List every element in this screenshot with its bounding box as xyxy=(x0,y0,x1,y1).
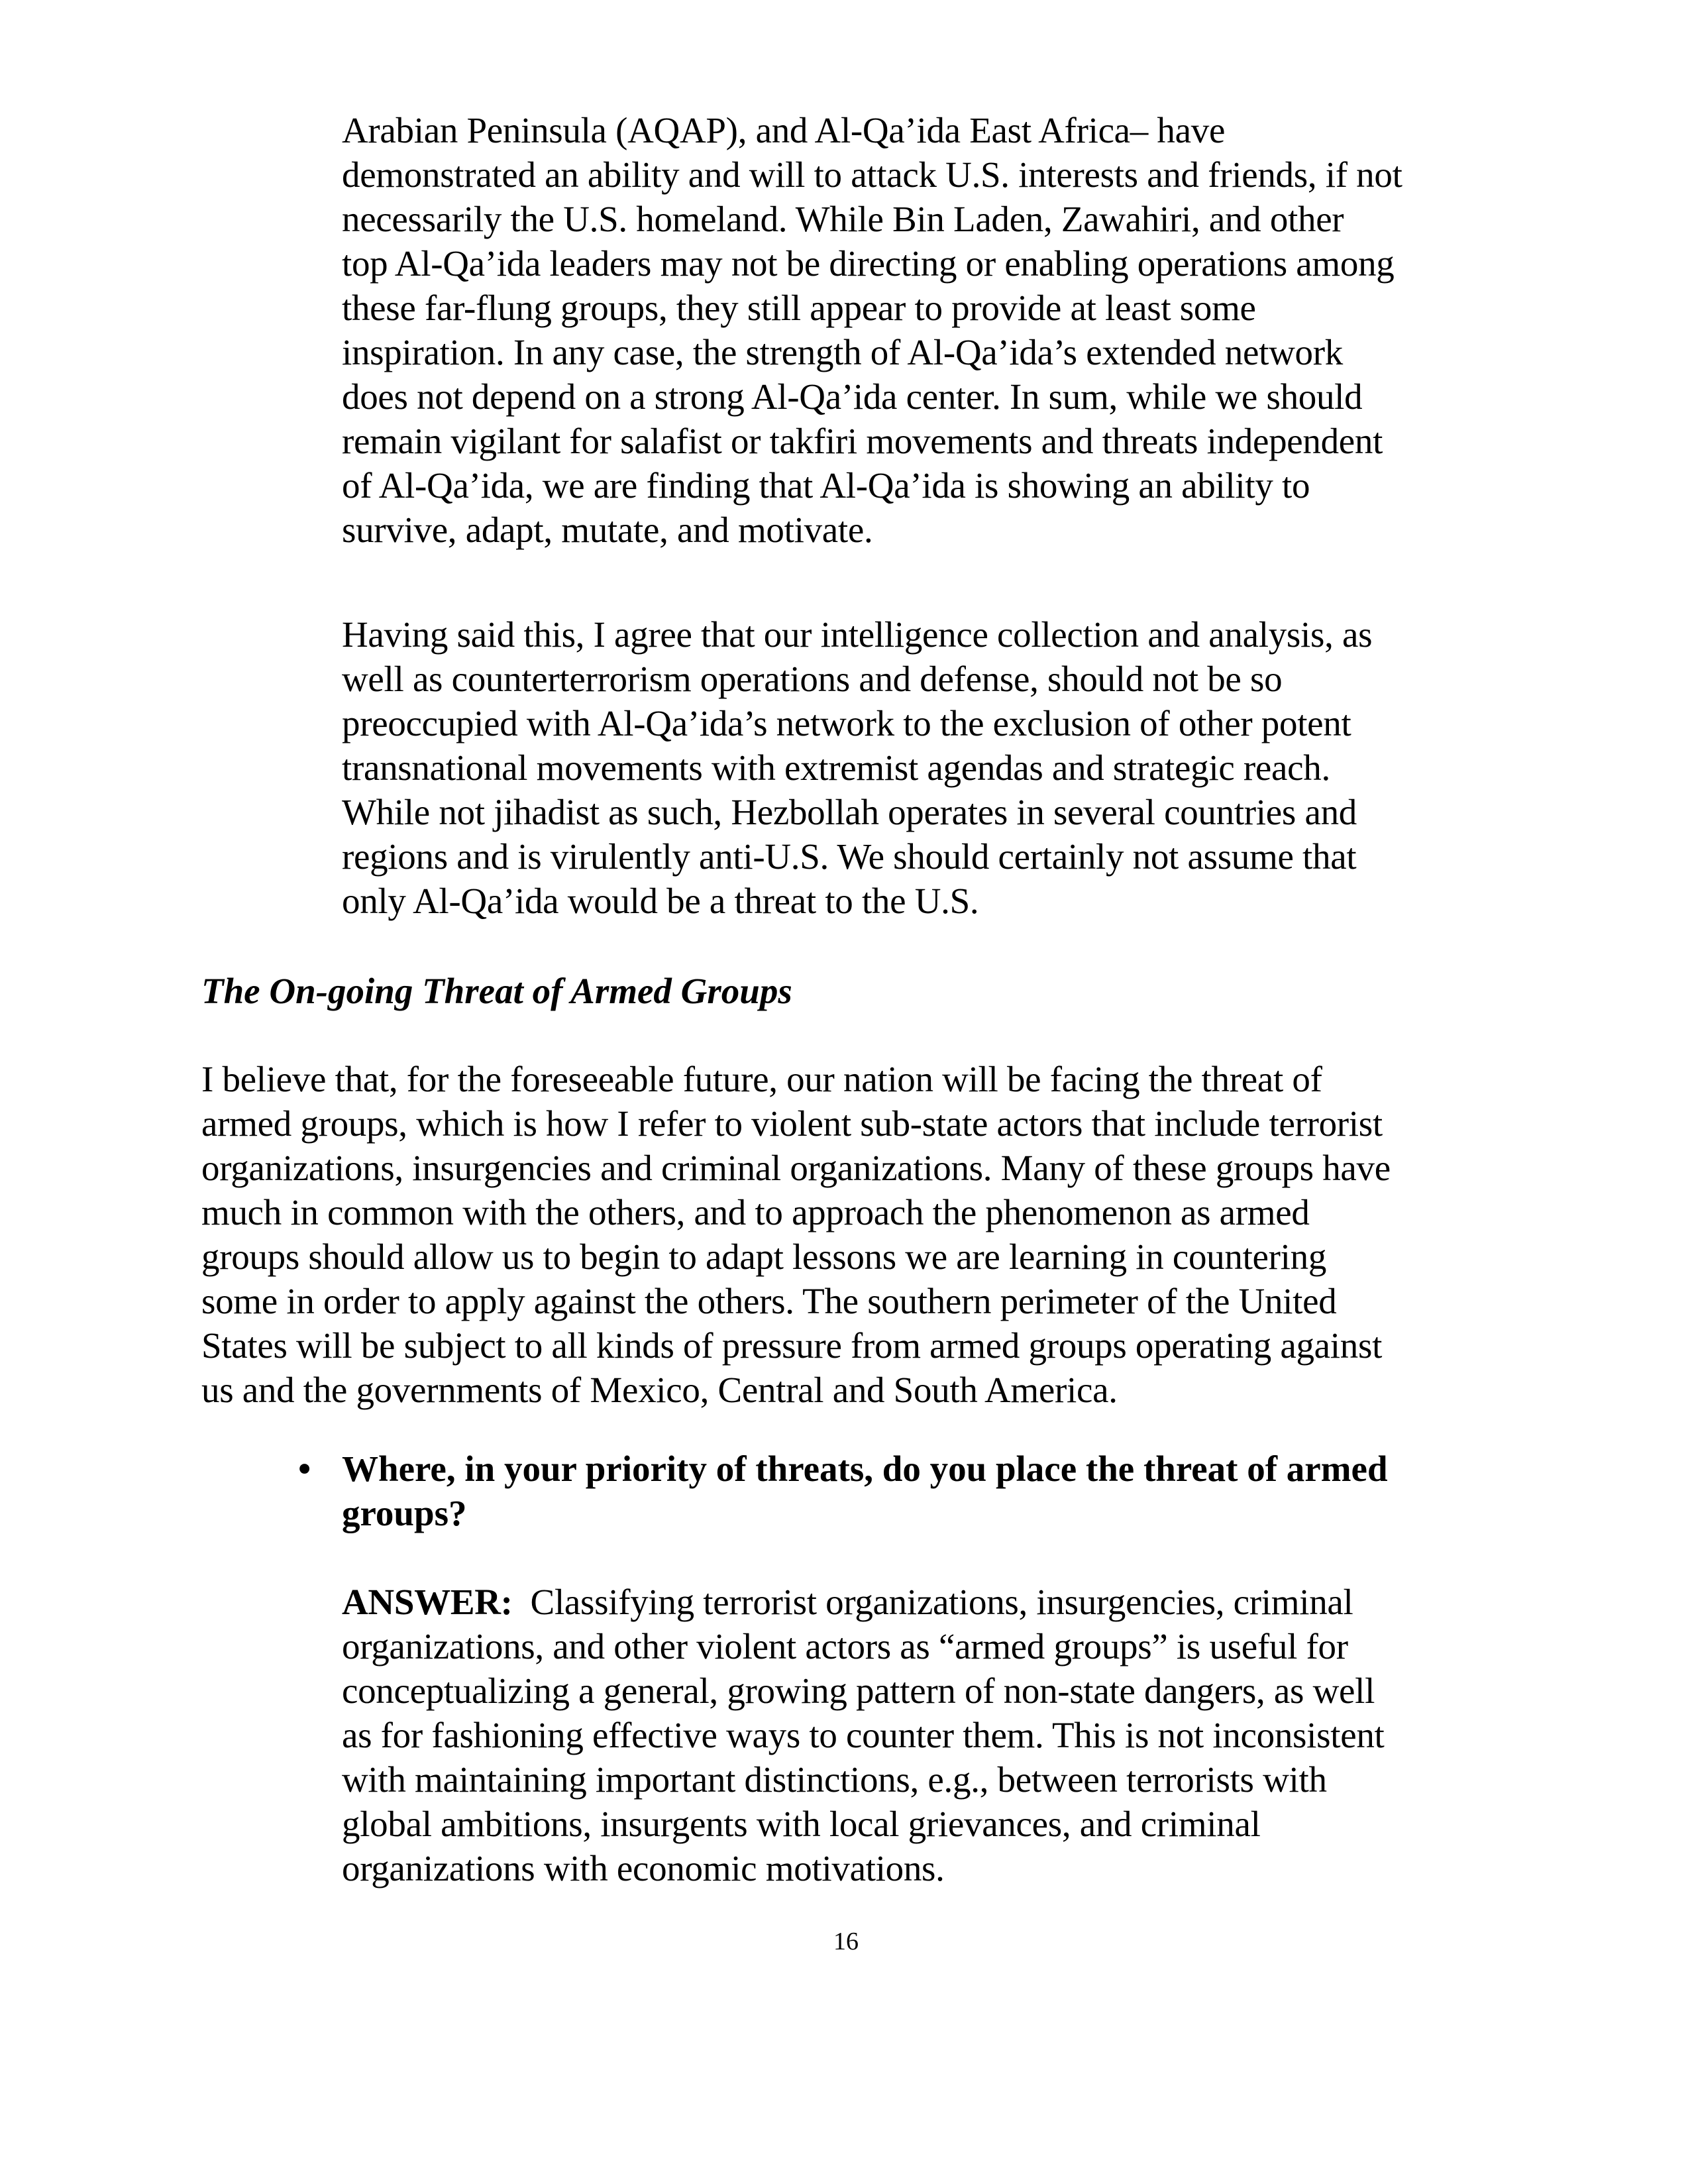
text-line: global ambitions, insurgents with local grievances, and criminal xyxy=(342,1804,1261,1844)
text-line: inspiration. In any case, the strength of Al-Qa’ida’s extended network xyxy=(342,332,1343,372)
text-line: some in order to apply against the others. The southern perimeter of the United xyxy=(201,1281,1337,1321)
paragraph-al-qaida-affiliates xyxy=(342,108,1481,552)
text-line: organizations, and other violent actors as “armed groups” is useful for xyxy=(342,1626,1348,1666)
text-line: groups should allow us to begin to adapt lessons we are learning in countering xyxy=(201,1236,1327,1277)
text-line: Having said this, I agree that our intelligence collection and analysis, as xyxy=(342,614,1373,655)
text-line: States will be subject to all kinds of pressure from armed groups operating against xyxy=(201,1325,1383,1366)
answer-paragraph xyxy=(342,1580,1481,1890)
section-heading: The On-going Threat of Armed Groups xyxy=(201,971,792,1011)
text-line: demonstrated an ability and will to attack U.S. interests and friends, if not xyxy=(342,154,1402,195)
text-line: does not depend on a strong Al-Qa’ida center. In sum, while we should xyxy=(342,376,1363,417)
text-line xyxy=(342,1580,1481,1624)
paragraph-other-threats xyxy=(342,612,1481,923)
question-item xyxy=(298,1447,1491,1535)
text-line: with maintaining important distinctions, e.g., between terrorists with xyxy=(342,1759,1327,1800)
answer-first-line-text: Classifying terrorist organizations, insurgencies, criminal xyxy=(512,1582,1353,1622)
paragraph-armed-groups xyxy=(201,1057,1483,1412)
text-line: necessarily the U.S. homeland. While Bin Laden, Zawahiri, and other xyxy=(342,199,1344,239)
text-line: Arabian Peninsula (AQAP), and Al-Qa’ida East Africa– have xyxy=(342,110,1226,150)
text-line: of Al-Qa’ida, we are finding that Al-Qa’ida is showing an ability to xyxy=(342,465,1310,506)
text-line: well as counterterrorism operations and defense, should not be so xyxy=(342,659,1283,699)
text-line: us and the governments of Mexico, Central and South America. xyxy=(201,1370,1118,1410)
text-line: preoccupied with Al-Qa’ida’s network to the exclusion of other potent xyxy=(342,703,1351,743)
text-line: transnational movements with extremist agendas and strategic reach. xyxy=(342,747,1330,788)
text-line: While not jihadist as such, Hezbollah operates in several countries and xyxy=(342,792,1357,832)
text-line: top Al-Qa’ida leaders may not be directing or enabling operations among xyxy=(342,243,1395,284)
text-line: Where, in your priority of threats, do you place the threat of armed xyxy=(342,1448,1388,1489)
answer-label: ANSWER: xyxy=(342,1582,513,1622)
text-line: much in common with the others, and to approach the phenomenon as armed xyxy=(201,1192,1310,1232)
text-line: armed groups, which is how I refer to violent sub-state actors that include terrorist xyxy=(201,1103,1383,1144)
text-line: as for fashioning effective ways to counter them. This is not inconsistent xyxy=(342,1715,1385,1755)
text-line: regions and is virulently anti-U.S. We should certainly not assume that xyxy=(342,836,1357,877)
text-line: groups? xyxy=(342,1493,467,1533)
page-number: 16 xyxy=(833,1928,859,1955)
question-text xyxy=(298,1447,1491,1535)
text-line: I believe that, for the foreseeable future, our nation will be facing the threat of xyxy=(201,1059,1322,1099)
text-line: only Al-Qa’ida would be a threat to the U.S. xyxy=(342,881,979,921)
bullet-icon: • xyxy=(298,1448,311,1489)
text-line: organizations, insurgencies and criminal organizations. Many of these groups have xyxy=(201,1148,1391,1188)
text-line: organizations with economic motivations. xyxy=(342,1848,945,1888)
text-line: these far-flung groups, they still appear to provide at least some xyxy=(342,288,1256,328)
text-line: survive, adapt, mutate, and motivate. xyxy=(342,510,873,550)
text-line: remain vigilant for salafist or takfiri movements and threats independent xyxy=(342,421,1383,461)
text-line: conceptualizing a general, growing pattern of non-state dangers, as well xyxy=(342,1670,1375,1711)
